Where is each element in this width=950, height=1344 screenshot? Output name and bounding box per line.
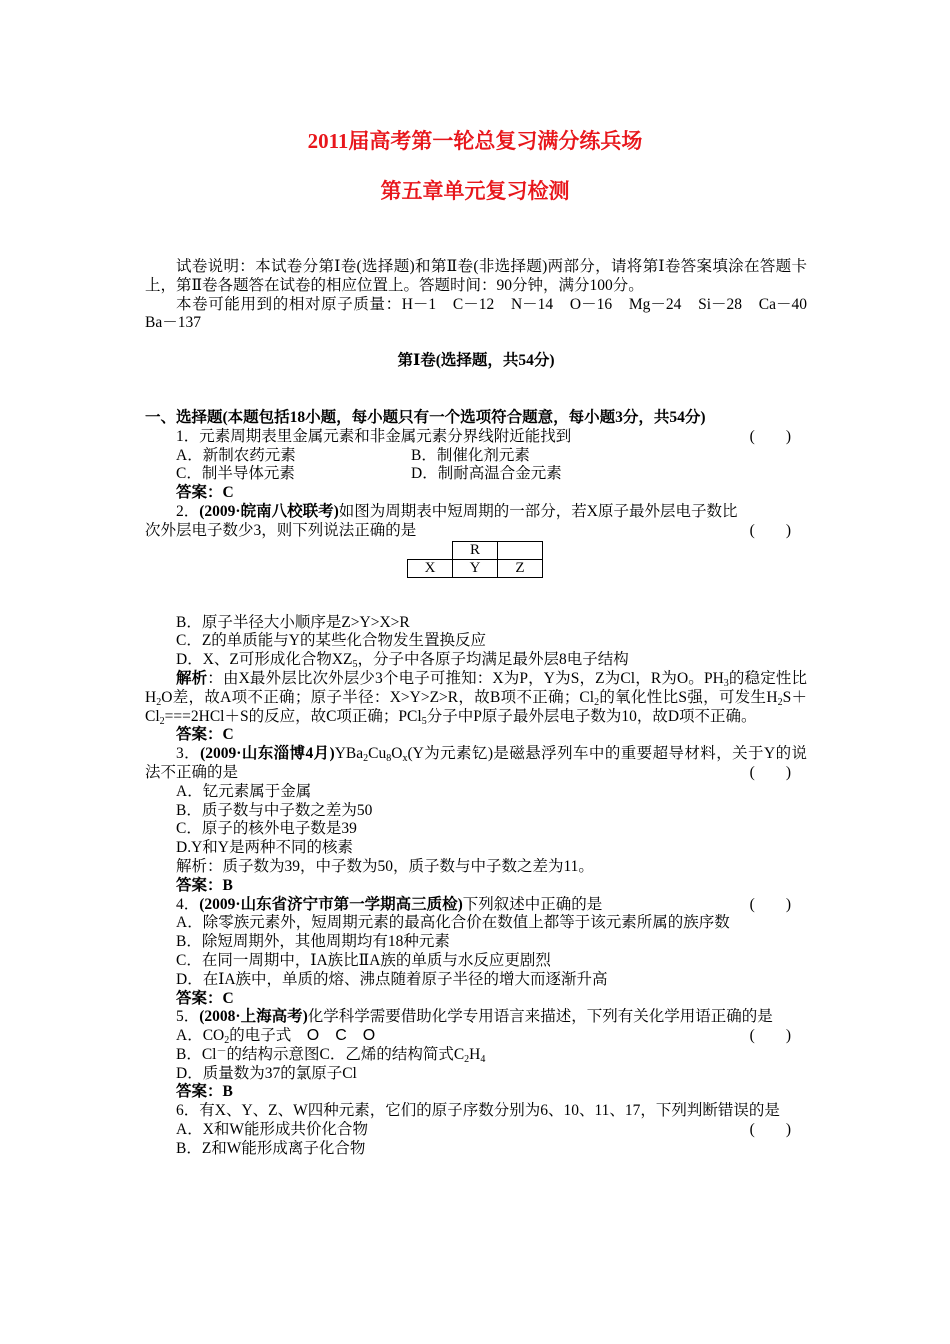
option-b: B．制催化剂元素 xyxy=(411,446,530,464)
doc-subtitle: 第五章单元复习检测 xyxy=(380,179,570,203)
option-a: A．X和W能形成共价化合物 xyxy=(176,1121,369,1139)
section-heading: 第Ⅰ卷(选择题，共54分) xyxy=(397,352,555,370)
option-d: D.Y和Y是两种不同的核素 xyxy=(176,839,353,857)
question-stem-cont: 次外层电子数少3，则下列说法正确的是 xyxy=(145,521,417,539)
answer-blank: ( ) xyxy=(749,895,791,913)
option-a: A．钇元素属于金属 xyxy=(176,782,312,800)
question-1 xyxy=(145,428,807,447)
atomic-masses: 本卷可能用到的相对原子质量：H－1 C－12 N－14 O－16 Mg－24 Si－28 Ca－40 Ba－137 xyxy=(145,295,823,332)
document-body xyxy=(145,258,823,1159)
table-cell-y: Y xyxy=(453,559,498,577)
periodic-table-fragment xyxy=(407,541,543,578)
option-a: A．$CO_2$的电子式 O C O xyxy=(176,1027,376,1047)
table-cell-x: X xyxy=(408,559,453,577)
answer: 答案：B xyxy=(176,1083,233,1101)
part-header: 一、选择题(本题包括18小题，每小题只有一个选项符合题意，每小题3分，共54分) xyxy=(145,408,706,426)
question-5: 5．(2008·上海高考)化学科学需要借助化学专用语言来描述，下列有关化学用语正确的是 ( ) xyxy=(176,1008,791,1045)
option-c: C．在同一周期中，ⅠA族比ⅡA族的单质与水反应更剧烈 xyxy=(176,951,551,969)
option-b: B．质子数与中子数之差为50 xyxy=(176,801,373,819)
table-cell-z: Z xyxy=(498,559,543,577)
question-4: 4．(2009·山东省济宁市第一学期高三质检)下列叙述中正确的是 ( ) xyxy=(145,896,807,915)
exam-instructions: 试卷说明：本试卷分第Ⅰ卷(选择题)和第Ⅱ卷(非选择题)两部分，请将第Ⅰ卷答案填涂在答题卡上，第Ⅱ卷各题答在试卷的相应位置上。答题时间：90分钟，满分100分。 xyxy=(145,258,807,294)
answer: 答案：B xyxy=(176,876,233,894)
table-cell-r: R xyxy=(453,541,498,559)
option-a: A．除零族元素外，短周期元素的最高化合价在数值上都等于该元素所属的族序数 xyxy=(176,914,730,932)
table-cell xyxy=(408,541,453,559)
question-3: 3．(2009·山东淄博4月)$YBa_2Cu_8O_x(Y$为元素钇)是磁悬浮列车中的重要超导材料，关于Y的说法不正确的是 ( ) xyxy=(145,745,807,781)
question-6: 6．有X、Y、Z、W四种元素，它们的原子序数分别为6、10、11、17，下列判断错误的是 ( ) xyxy=(176,1102,791,1139)
answer: 答案：C xyxy=(176,484,234,502)
option-b: B．除短周期外，其他周期均有18种元素 xyxy=(176,933,450,951)
answer: 答案：C xyxy=(176,989,234,1007)
question-2-cont xyxy=(145,522,807,541)
option-d: D．质量数为37的氯原子Cl xyxy=(176,1064,357,1082)
answer-blank: ( ) xyxy=(749,427,791,445)
option-d: D．在ⅠA族中，单质的熔、沸点随着原子半径的增大而逐渐升高 xyxy=(176,970,608,988)
option-b-c: B．Cl－的结构示意图C．乙烯的结构简式$C_2H_4$ xyxy=(176,1045,486,1065)
doc-title: 2011届高考第一轮总复习满分练兵场 xyxy=(307,129,643,153)
question-2: 2．(2009·皖南八校联考)如图为周期表中短周期的一部分，若X原子最外层电子数比 xyxy=(176,502,738,520)
option-b: B．Z和W能形成离子化合物 xyxy=(176,1139,366,1157)
analysis: 解析：由X最外层比次外层少3个电子可推知：X为P，Y为S，Z为Cl，R为O。$PH_3$的稳定性比$H_2O$差，故A项不正确；原子半径：X>Y>Z>R，故B项不正确；$Cl_2$的氧化性比S强，可发生$H_2S+Cl_2===2HCl+S$的反应，故C项正确；PCl$_5$分子中P原子最外层电子数为10，故D项不正确。 xyxy=(145,669,807,727)
q1-options-row-2 xyxy=(145,465,807,484)
answer: 答案：C xyxy=(176,726,234,744)
question-stem: 1．元素周期表里金属元素和非金属元素分界线附近能找到 xyxy=(176,427,572,445)
answer-blank: ( ) xyxy=(749,521,791,539)
question-source: (2009·皖南八校联考) xyxy=(199,502,339,520)
option-c: C．Z的单质能与Y的某些化合物发生置换反应 xyxy=(176,632,487,650)
option-b: B．原子半径大小顺序是Z>Y>X>R xyxy=(176,613,410,631)
q1-options-row-1 xyxy=(145,447,807,466)
option-a: A．新制农药元素 xyxy=(176,446,296,464)
option-c: C．原子的核外电子数是39 xyxy=(176,820,357,838)
option-c: C．制半导体元素 xyxy=(176,465,295,483)
table-cell xyxy=(498,541,543,559)
option-d: D．X、Z可形成化合物$XZ_5$，分子中各原子均满足最外层8电子结构 xyxy=(176,651,629,671)
analysis: 解析：质子数为39，中子数为50，质子数与中子数之差为11。 xyxy=(176,857,594,875)
electron-formula: O C O xyxy=(306,1027,376,1045)
question-stem: 如图为周期表中短周期的一部分，若X原子最外层电子数比 xyxy=(338,502,738,520)
option-d: D．制耐高温合金元素 xyxy=(411,465,562,483)
